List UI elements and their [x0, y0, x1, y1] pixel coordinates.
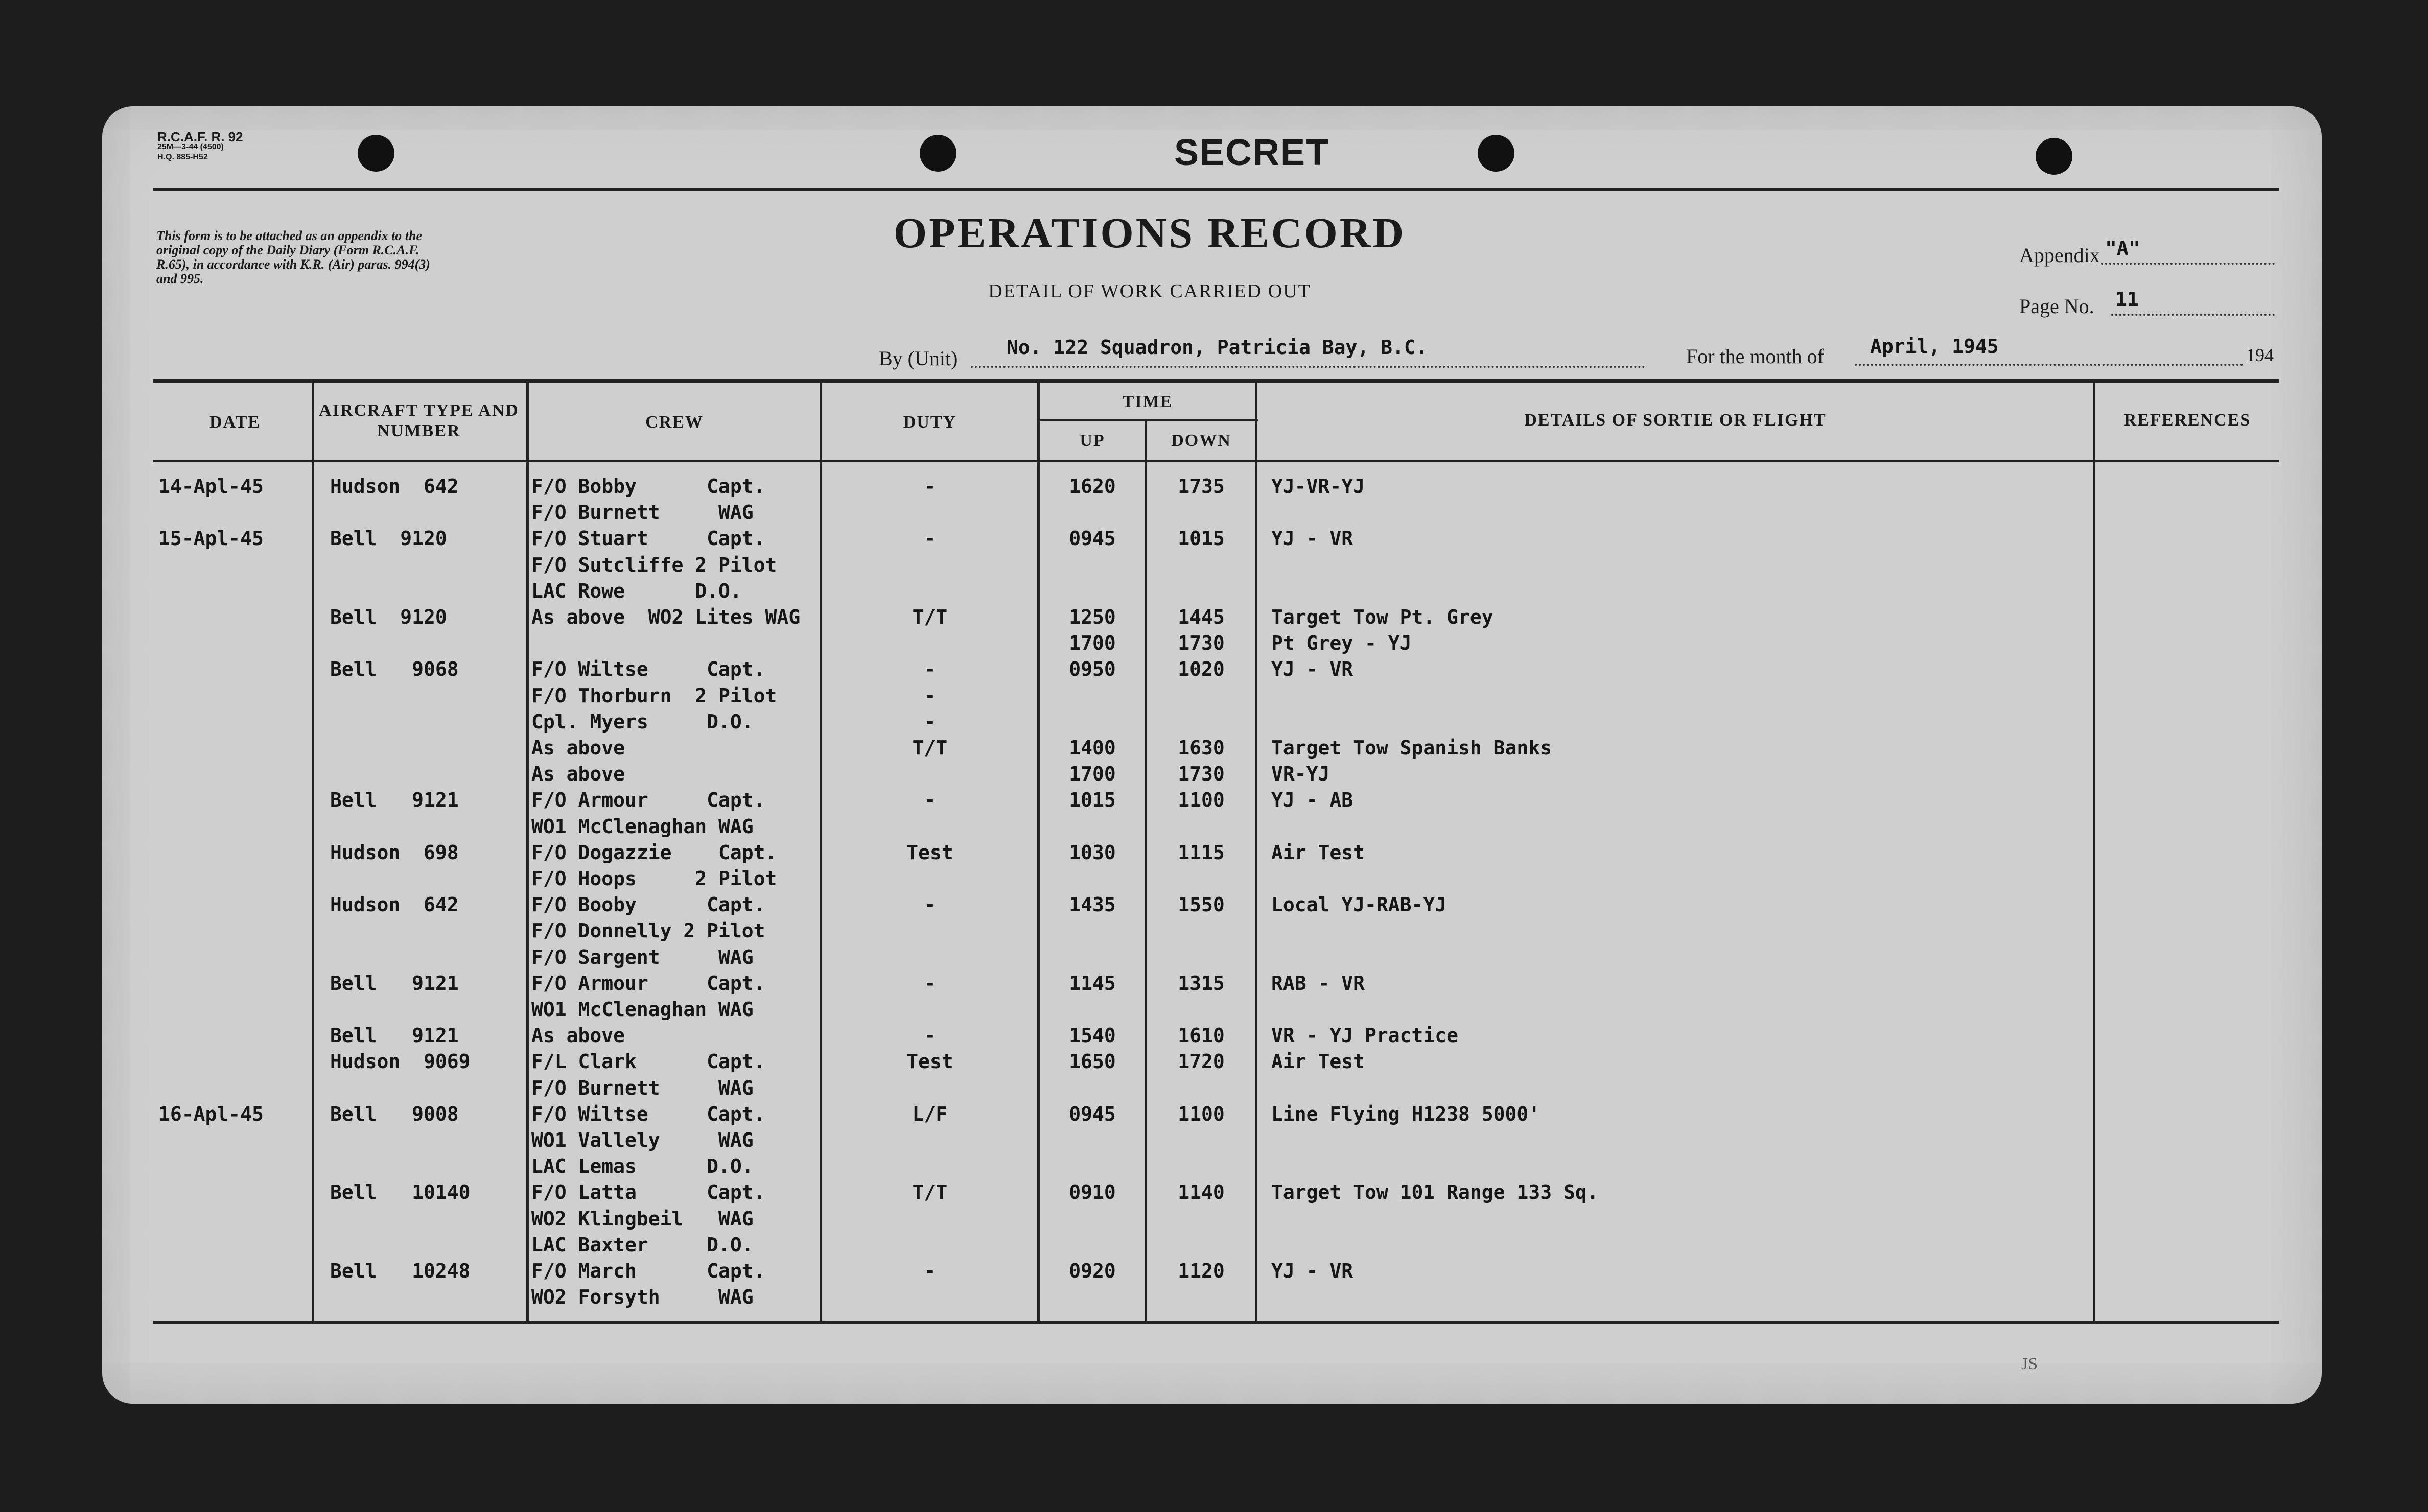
cell-down: 1735 — [1178, 475, 1225, 498]
unit-dotted-line — [971, 366, 1645, 368]
col-divider — [1037, 382, 1040, 1322]
cell-down: 1015 — [1178, 527, 1225, 550]
cell-crew: F/O Dogazzie Capt. — [531, 841, 777, 864]
header-time: TIME — [1122, 392, 1173, 411]
cell-aircraft: Hudson 698 — [330, 841, 459, 864]
header-duty: DUTY — [903, 413, 957, 432]
attachment-note: This form is to be attached as an appendix to the original copy of the Daily Diary (Form R.C.A.F. R.65), in accordance with K.R. (Air) paras. 994(3) and 995. — [156, 228, 430, 286]
cell-down: 1020 — [1178, 658, 1225, 680]
cell-crew: Cpl. Myers D.O. — [531, 711, 754, 733]
page-subtitle: DETAIL OF WORK CARRIED OUT — [988, 280, 1311, 302]
cell-down: 1730 — [1178, 632, 1225, 654]
cell-aircraft: Bell 9121 — [330, 972, 459, 995]
cell-details: Line Flying H1238 5000' — [1271, 1103, 1540, 1125]
cell-crew: As above — [531, 1024, 625, 1047]
cell-duty: T/T — [912, 1181, 948, 1203]
cell-duty: - — [924, 527, 936, 550]
cell-details: Target Tow Spanish Banks — [1271, 737, 1552, 759]
punch-hole — [1478, 135, 1514, 172]
cell-up: 1700 — [1069, 632, 1116, 654]
cell-down: 1120 — [1178, 1260, 1225, 1282]
appendix-dotted-line — [2101, 263, 2275, 265]
cell-duty: - — [924, 1260, 936, 1282]
cell-crew: F/O Thorburn 2 Pilot — [531, 684, 777, 707]
cell-crew: F/O Armour Capt. — [531, 789, 765, 811]
cell-details: YJ - VR — [1271, 1260, 1353, 1282]
top-rule — [153, 188, 2279, 191]
cell-crew: F/O Burnett WAG — [531, 1077, 754, 1099]
cell-duty: L/F — [912, 1103, 948, 1125]
col-divider — [312, 382, 314, 1322]
cell-crew: F/O Stuart Capt. — [531, 527, 765, 550]
cell-up: 1015 — [1069, 789, 1116, 811]
cell-aircraft: Bell 9120 — [330, 606, 447, 628]
cell-details: Air Test — [1271, 1050, 1365, 1073]
punch-hole — [358, 135, 394, 172]
month-dotted-line — [1855, 364, 2243, 366]
cell-details: VR - YJ Practice — [1271, 1024, 1459, 1047]
cell-crew: F/O Bobby Capt. — [531, 475, 765, 498]
cell-crew: F/O Latta Capt. — [531, 1181, 765, 1203]
cell-crew: WO2 Forsyth WAG — [531, 1286, 754, 1308]
cell-crew: As above — [531, 763, 625, 785]
col-divider — [1255, 382, 1257, 1322]
header-aircraft: AIRCRAFT TYPE AND NUMBER — [319, 401, 519, 440]
cell-details: YJ - AB — [1271, 789, 1353, 811]
punch-hole — [2036, 138, 2072, 175]
cell-aircraft: Bell 10140 — [330, 1181, 471, 1203]
month-label: For the month of — [1686, 345, 1824, 368]
time-split-rule — [1038, 419, 1258, 421]
cell-down: 1445 — [1178, 606, 1225, 628]
cell-duty: Test — [906, 1050, 953, 1073]
cell-up: 1700 — [1069, 763, 1116, 785]
cell-crew: WO1 McClenaghan WAG — [531, 815, 754, 838]
cell-date: 15-Apl-45 — [158, 527, 264, 550]
cell-details: YJ-VR-YJ — [1271, 475, 1365, 498]
cell-down: 1315 — [1178, 972, 1225, 995]
cell-crew: WO1 Vallely WAG — [531, 1129, 754, 1151]
cell-duty: - — [924, 658, 936, 680]
cell-crew: F/L Clark Capt. — [531, 1050, 765, 1073]
page-title: OPERATIONS RECORD — [893, 209, 1406, 257]
cell-aircraft: Hudson 9069 — [330, 1050, 471, 1073]
page-label: Page No. — [2019, 295, 2094, 318]
cell-up: 1145 — [1069, 972, 1116, 995]
cell-duty: - — [924, 684, 936, 707]
cell-crew: As above WO2 Lites WAG — [531, 606, 801, 628]
cell-down: 1720 — [1178, 1050, 1225, 1073]
cell-duty: - — [924, 1024, 936, 1047]
cell-duty: - — [924, 972, 936, 995]
header-up: UP — [1080, 431, 1105, 450]
cell-aircraft: Bell 9120 — [330, 527, 447, 550]
col-divider — [2093, 382, 2095, 1322]
cell-duty: - — [924, 711, 936, 733]
header-down: DOWN — [1171, 431, 1231, 450]
cell-duty: T/T — [912, 737, 948, 759]
cell-details: YJ - VR — [1271, 527, 1353, 550]
cell-crew: F/O Burnett WAG — [531, 501, 754, 524]
page-dotted-line — [2111, 314, 2275, 316]
cell-aircraft: Bell 9121 — [330, 789, 459, 811]
header-references: REFERENCES — [2123, 411, 2251, 430]
form-code-line: R.C.A.F. R. 92 — [157, 129, 243, 145]
cell-duty: - — [924, 893, 936, 916]
cell-crew: F/O Wiltse Capt. — [531, 1103, 765, 1125]
cell-up: 1650 — [1069, 1050, 1116, 1073]
header-crew: CREW — [645, 413, 704, 432]
cell-up: 1030 — [1069, 841, 1116, 864]
secret-heading: SECRET — [1174, 132, 1330, 173]
cell-duty: Test — [906, 841, 953, 864]
cell-date: 16-Apl-45 — [158, 1103, 264, 1125]
cell-down: 1550 — [1178, 893, 1225, 916]
form-code-line: 25M—3-44 (4500) — [157, 143, 224, 151]
cell-up: 1620 — [1069, 475, 1116, 498]
header-details: DETAILS OF SORTIE OR FLIGHT — [1524, 411, 1827, 430]
cell-crew: F/O Sutcliffe 2 Pilot — [531, 554, 777, 576]
cell-up: 1435 — [1069, 893, 1116, 916]
appendix-label: Appendix — [2019, 244, 2100, 267]
cell-duty: T/T — [912, 606, 948, 628]
cell-crew: F/O Armour Capt. — [531, 972, 765, 995]
form-code — [157, 129, 243, 162]
appendix-value: "A" — [2105, 237, 2140, 259]
cell-crew: LAC Rowe D.O. — [531, 580, 742, 602]
col-divider — [1145, 420, 1147, 1322]
cell-duty: - — [924, 789, 936, 811]
col-divider — [526, 382, 529, 1322]
col-divider — [820, 382, 822, 1322]
year-suffix: 194 — [2246, 345, 2274, 365]
cell-up: 1400 — [1069, 737, 1116, 759]
cell-details: YJ - VR — [1271, 658, 1353, 680]
unit-label: By (Unit) — [879, 347, 958, 370]
cell-up: 0950 — [1069, 658, 1116, 680]
table-bottom-rule — [153, 1321, 2279, 1324]
cell-aircraft: Bell 9068 — [330, 658, 459, 680]
cell-details: Air Test — [1271, 841, 1365, 864]
footer-mark: JS — [2021, 1355, 2038, 1374]
cell-up: 1540 — [1069, 1024, 1116, 1047]
cell-crew: F/O Hoops 2 Pilot — [531, 867, 777, 890]
cell-details: RAB - VR — [1271, 972, 1365, 995]
cell-aircraft: Bell 9008 — [330, 1103, 459, 1125]
cell-down: 1140 — [1178, 1181, 1225, 1203]
cell-crew: WO2 Klingbeil WAG — [531, 1208, 754, 1230]
cell-crew: F/O Donnelly 2 Pilot — [531, 919, 765, 942]
cell-down: 1100 — [1178, 1103, 1225, 1125]
form-code-line: H.Q. 885-H52 — [157, 153, 208, 161]
cell-details: VR-YJ — [1271, 763, 1330, 785]
cell-crew: WO1 McClenaghan WAG — [531, 998, 754, 1021]
month-value: April, 1945 — [1870, 335, 1999, 358]
cell-crew: F/O Sargent WAG — [531, 946, 754, 968]
cell-details: Target Tow Pt. Grey — [1271, 606, 1493, 628]
cell-crew: As above — [531, 737, 625, 759]
cell-aircraft: Bell 9121 — [330, 1024, 459, 1047]
cell-details: Pt Grey - YJ — [1271, 632, 1412, 654]
cell-crew: LAC Lemas D.O. — [531, 1155, 754, 1177]
cell-down: 1630 — [1178, 737, 1225, 759]
cell-details: Local YJ-RAB-YJ — [1271, 893, 1447, 916]
cell-up: 0920 — [1069, 1260, 1116, 1282]
cell-duty: - — [924, 475, 936, 498]
cell-date: 14-Apl-45 — [158, 475, 264, 498]
cell-up: 0910 — [1069, 1181, 1116, 1203]
table-header-rule — [153, 460, 2279, 462]
table-top-rule — [153, 379, 2279, 383]
cell-details: Target Tow 101 Range 133 Sq. — [1271, 1181, 1599, 1203]
unit-value: No. 122 Squadron, Patricia Bay, B.C. — [1007, 336, 1428, 359]
cell-down: 1610 — [1178, 1024, 1225, 1047]
cell-crew: F/O Booby Capt. — [531, 893, 765, 916]
cell-down: 1730 — [1178, 763, 1225, 785]
cell-aircraft: Hudson 642 — [330, 475, 459, 498]
cell-up: 0945 — [1069, 527, 1116, 550]
cell-aircraft: Bell 10248 — [330, 1260, 471, 1282]
cell-crew: F/O Wiltse Capt. — [531, 658, 765, 680]
cell-up: 1250 — [1069, 606, 1116, 628]
cell-down: 1115 — [1178, 841, 1225, 864]
punch-hole — [920, 135, 956, 172]
cell-aircraft: Hudson 642 — [330, 893, 459, 916]
operations-record-sheet — [102, 106, 2322, 1404]
page-value: 11 — [2115, 288, 2139, 311]
header-date: DATE — [209, 413, 261, 432]
cell-crew: LAC Baxter D.O. — [531, 1234, 754, 1256]
cell-crew: F/O March Capt. — [531, 1260, 765, 1282]
cell-down: 1100 — [1178, 789, 1225, 811]
cell-up: 0945 — [1069, 1103, 1116, 1125]
